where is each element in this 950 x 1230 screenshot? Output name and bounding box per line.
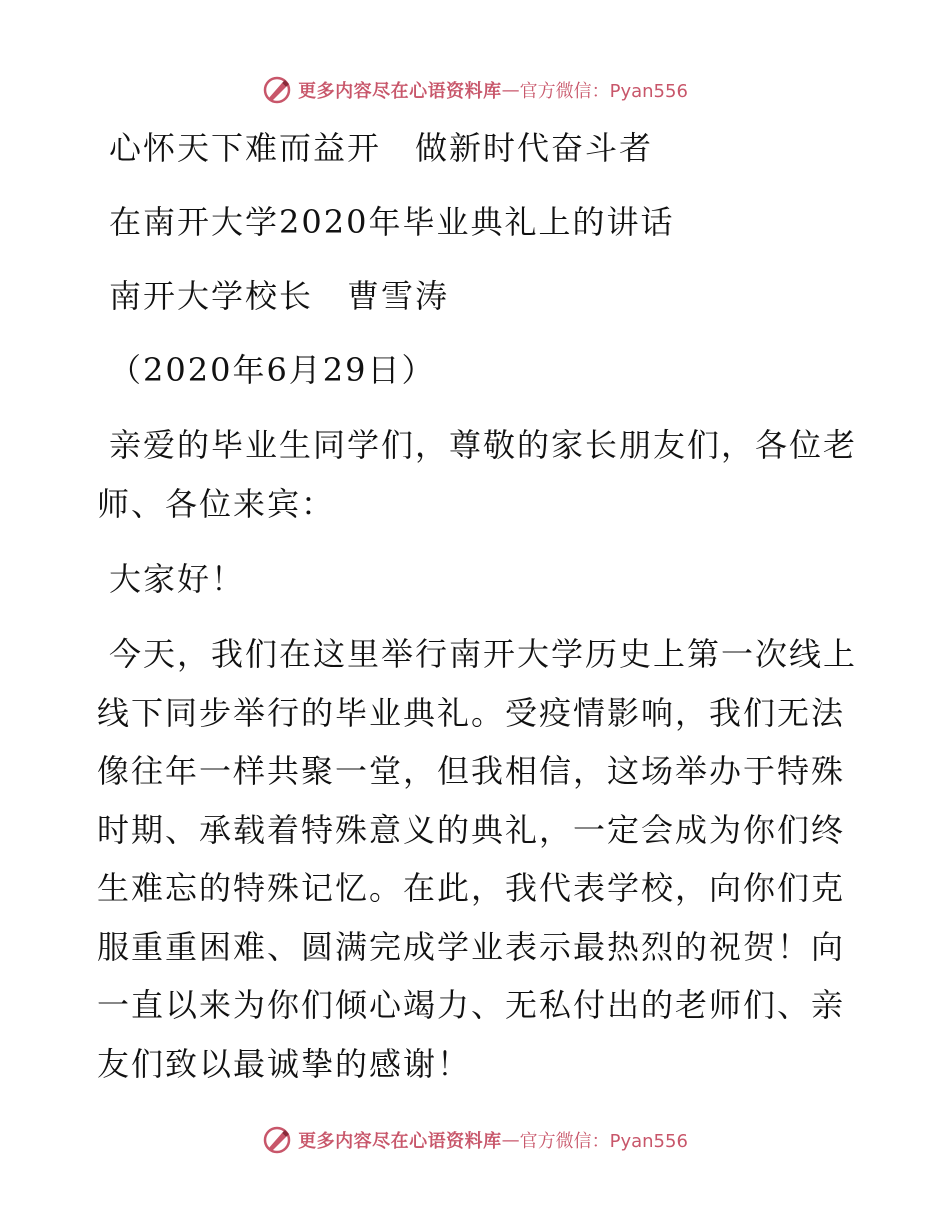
banner-wechat: 官方微信：Pyan556 [519, 1131, 688, 1152]
banner-dash: — [501, 79, 520, 101]
document-author: 南开大学校长 曹雪涛 [109, 277, 450, 315]
pen-logo-icon [262, 1125, 292, 1155]
header-watermark-banner [0, 70, 950, 110]
banner-text: 更多内容尽在心语资料库 [298, 81, 502, 102]
paragraph-1: 今天，我们在这里举行南开大学历史上第一次线上线下同步举行的毕业典礼。受疫情影响，我们无法像往年一样共聚一堂，但我相信，这场举办于特殊时期、承载着特殊意义的典礼，一定会成为你们终生难忘的特殊记忆。在此，我代表学校，向你们克服重重困难、圆满完成学业表示最热烈的祝贺！向一直以来为你们倾心竭力、无私付出的老师们、亲友们致以最诚挚的感谢！ [97, 635, 858, 1083]
footer-watermark-banner [0, 1120, 950, 1160]
document-title: 心怀天下难而益开 做新时代奋斗者 [109, 129, 654, 167]
salutation: 亲爱的毕业生同学们，尊敬的家长朋友们，各位老师、各位来宾： [97, 426, 858, 523]
banner-dash: — [501, 1129, 520, 1151]
banner-text: 更多内容尽在心语资料库 [298, 1131, 502, 1152]
pen-logo-icon [262, 75, 292, 105]
document-subtitle: 在南开大学2020年毕业典礼上的讲话 [109, 203, 675, 241]
banner-wechat: 官方微信：Pyan556 [519, 81, 688, 102]
greeting: 大家好！ [109, 560, 246, 598]
document-body [97, 120, 857, 1093]
document-date: （2020年6月29日） [109, 351, 436, 389]
